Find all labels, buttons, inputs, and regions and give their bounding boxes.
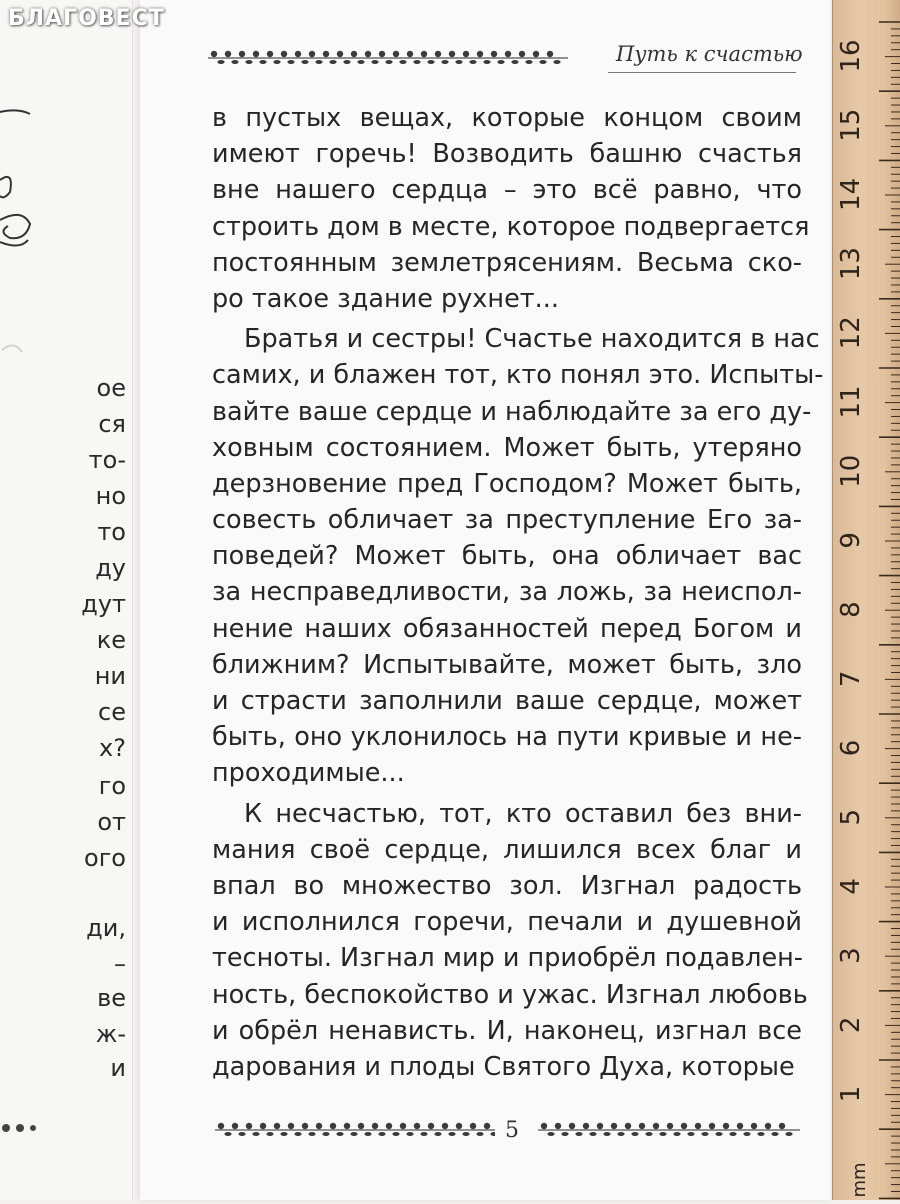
left-page-text-fragment: то-: [88, 446, 126, 474]
left-page-text-fragment: и: [110, 1054, 126, 1082]
page-number: 5: [505, 1118, 519, 1143]
text-line: Братья и сестры! Счастье находится в нас: [244, 324, 820, 355]
text-line: совесть обличает за преступление Его за-: [212, 505, 802, 536]
page-body-text: [212, 100, 824, 1085]
left-page-footer-ornament: [0, 1116, 40, 1140]
text-line: и исполнился горечи, печали и душевной: [212, 907, 802, 938]
text-line: имеют горечь! Возводить башню счастья: [212, 139, 802, 170]
text-line: мания своё сердце, лишился всех благ и: [212, 834, 802, 865]
text-line: постоянным землетрясениям. Весьма ско-: [212, 247, 802, 278]
left-page-text-fragment: –: [114, 950, 126, 978]
left-page-text-fragment: се: [98, 698, 126, 726]
text-line: быть, оно уклонилось на пути кривые и не-: [212, 722, 802, 753]
text-line: ближним? Испытывайте, может быть, зло: [212, 649, 802, 680]
text-line: К несчастью, тот, кто оставил без вни-: [244, 798, 802, 829]
text-line: и обрёл ненависть. И, наконец, изгнал все: [212, 1015, 802, 1046]
ruler-number: 2: [836, 1016, 866, 1034]
text-line: впал во множество зол. Изгнал радость: [212, 870, 802, 901]
text-line: дарования и плоды Святого Духа, которые: [212, 1051, 795, 1082]
left-page-text-fragment: от: [97, 808, 126, 836]
left-page-text-fragment: го: [98, 772, 126, 800]
ruler-number: 5: [836, 808, 866, 826]
text-line: ховным состоянием. Может быть, утеряно: [212, 432, 802, 463]
text-line: самих, и блажен тот, кто понял это. Испыты-: [212, 360, 824, 391]
left-page-text-fragment: ж-: [95, 1020, 126, 1048]
left-page-text-fragment: ся: [98, 410, 126, 438]
running-head-rule: [608, 72, 796, 73]
ruler-number: 13: [836, 247, 866, 281]
ruler-number: 6: [836, 739, 866, 757]
footer-ornament-right: [538, 1118, 800, 1142]
left-page-text-fragment: х?: [99, 734, 126, 762]
ruler-unit: mm: [849, 1162, 870, 1198]
left-page: [0, 0, 133, 1200]
ruler-number: 16: [836, 39, 866, 73]
left-page-text-fragment: ни: [94, 662, 126, 690]
left-page-text-fragment: ве: [97, 984, 126, 1012]
left-page-text-fragment: то: [97, 518, 126, 546]
left-page-ornament: [0, 100, 40, 360]
text-line: вне нашего сердца – это всё равно, что: [212, 175, 802, 206]
ruler-number: 1: [836, 1085, 866, 1103]
footer-ornament-left: [215, 1118, 495, 1142]
ruler-number: 10: [836, 454, 866, 488]
ruler-number: 15: [836, 108, 866, 142]
running-head: Путь к счастью: [616, 42, 803, 66]
text-line: ро такое здание рухнет...: [212, 283, 559, 314]
left-page-text-fragment: ке: [96, 626, 126, 654]
left-page-text-fragment: дут: [81, 590, 126, 618]
ruler-scale: [833, 0, 900, 1200]
text-line: за несправедливости, за ложь, за неиспол-: [212, 577, 802, 608]
measuring-ruler: [832, 0, 900, 1200]
left-page-text-fragment: ого: [84, 844, 126, 872]
header-floral-ornament: [208, 46, 568, 70]
ruler-number: 4: [836, 878, 866, 895]
text-line: нение наших обязанностей перед Богом и: [212, 613, 802, 644]
text-line: в пустых вещах, которые концом своим: [212, 103, 802, 133]
text-line: дерзновение пред Господом? Может быть,: [212, 468, 802, 499]
text-line: ность, беспокойство и ужас. Изгнал любовь: [212, 979, 808, 1010]
ruler-number: 12: [836, 316, 866, 350]
ruler-number: 9: [836, 532, 866, 549]
text-line: поведей? Может быть, она обличает вас: [212, 541, 802, 572]
text-line: строить дом в месте, которое подвергается: [212, 211, 810, 242]
left-page-text-fragment: но: [95, 482, 126, 510]
text-line: проходимые...: [212, 758, 405, 789]
ruler-number: 14: [836, 177, 866, 211]
ruler-number: 3: [836, 947, 866, 964]
text-line: и страсти заполнили ваше сердце, может: [212, 686, 802, 716]
left-page-text-fragment: ди,: [86, 914, 126, 942]
ruler-number: 11: [836, 385, 866, 419]
left-page-text-fragment: ду: [95, 554, 126, 582]
ruler-number: 7: [836, 670, 866, 688]
text-line: вайте ваше сердце и наблюдайте за его ду-: [212, 396, 812, 427]
left-page-text-fragment: ое: [96, 374, 126, 402]
ruler-number: 8: [836, 601, 866, 618]
watermark: БЛАГОВЕСТ: [8, 6, 165, 31]
text-line: тесноты. Изгнал мир и приобрёл подавлен-: [212, 943, 804, 974]
